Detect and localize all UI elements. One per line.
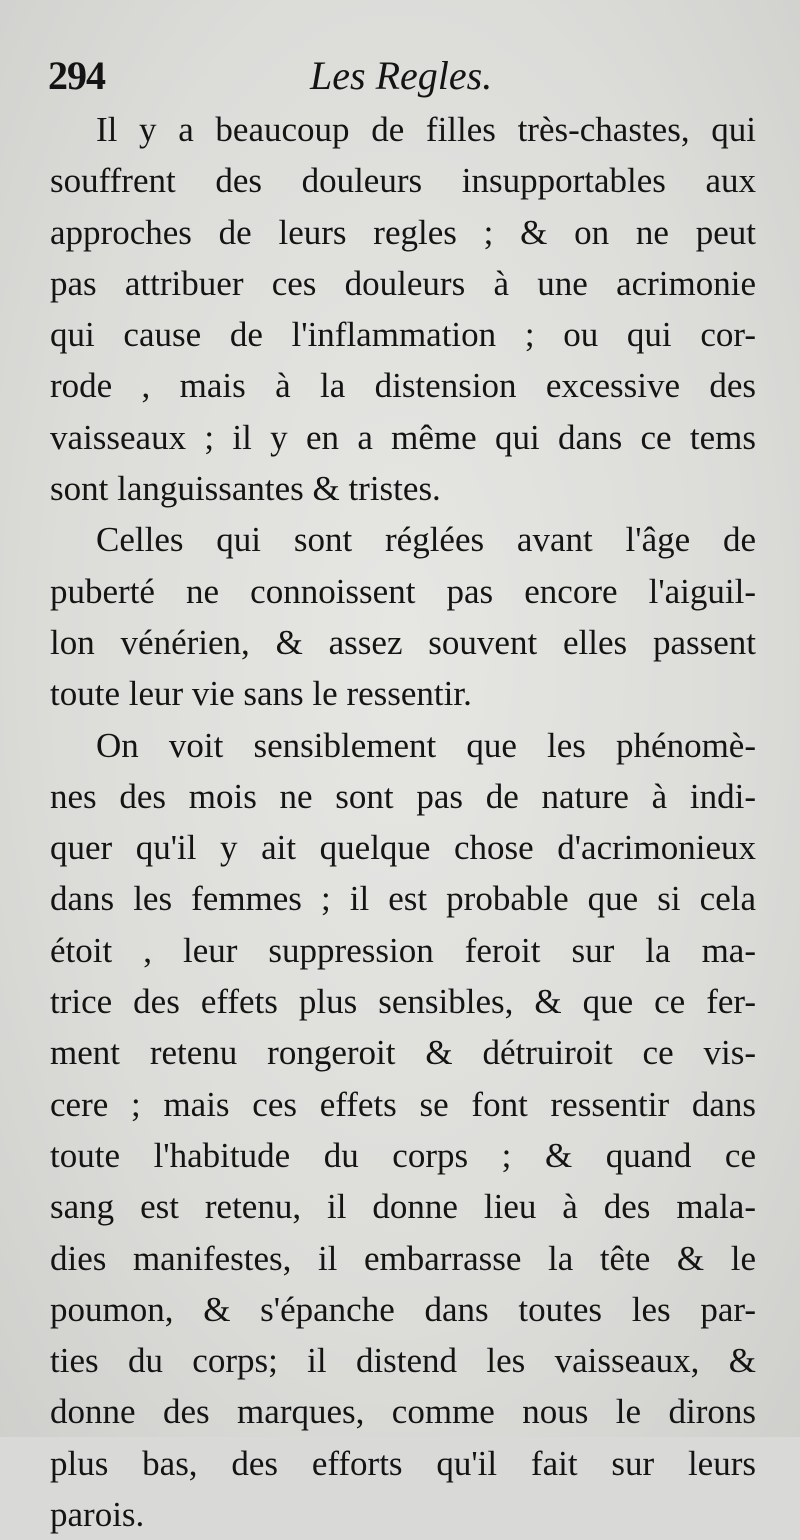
text-line: approches de leurs regles ; & on ne peut xyxy=(50,212,756,252)
text-line: ment retenu rongeroit & détruiroit ce vis- xyxy=(50,1033,756,1073)
text-line: cere ; mais ces effets se font ressentir dans xyxy=(50,1084,756,1124)
text-line: nes des mois ne sont pas de nature à indi- xyxy=(50,776,756,816)
text-line: lon vénérien, & assez souvent elles passent xyxy=(50,622,756,662)
text-line: sang est retenu, il donne lieu à des mala- xyxy=(50,1187,756,1227)
text-line: vaisseaux ; il y en a même qui dans ce tems xyxy=(50,417,756,457)
text-line: souffrent des douleurs insupportables aux xyxy=(50,161,756,201)
text-line: donne des marques, comme nous le dirons xyxy=(50,1392,756,1432)
text-line: toute l'habitude du corps ; & quand ce xyxy=(50,1135,756,1175)
text-line: toute leur vie sans le ressentir. xyxy=(50,674,472,714)
text-line: plus bas, des efforts qu'il fait sur leurs xyxy=(50,1443,756,1483)
text-line: pas attribuer ces douleurs à une acrimonie xyxy=(50,263,756,303)
text-line: Il y a beaucoup de filles très-chastes, qui xyxy=(96,110,756,149)
text-line: poumon, & s'épanche dans toutes les par- xyxy=(50,1289,756,1329)
text-line: étoit , leur suppression feroit sur la ma- xyxy=(50,930,756,970)
text-line: dans les femmes ; il est probable que si cela xyxy=(50,879,756,919)
text-line: puberté ne connoissent pas encore l'aiguil- xyxy=(50,571,756,611)
text-line: trice des effets plus sensibles, & que ce fer- xyxy=(50,982,756,1022)
page-number: 294 xyxy=(48,53,105,98)
page-header xyxy=(48,44,760,100)
running-title: Les Regles. xyxy=(310,53,493,98)
text-line: ties du corps; il distend les vaisseaux, & xyxy=(50,1341,756,1381)
body-text xyxy=(50,104,756,1540)
text-line: dies manifestes, il embarrasse la tête & le xyxy=(50,1238,756,1278)
text-line: qui cause de l'inflammation ; ou qui cor- xyxy=(50,315,756,355)
text-line: quer qu'il y ait quelque chose d'acrimonieux xyxy=(50,828,756,868)
text-line: sont languissantes & tristes. xyxy=(50,469,441,509)
text-line: parois. xyxy=(50,1495,145,1535)
text-line: rode , mais à la distension excessive des xyxy=(50,366,756,406)
text-line: On voit sensiblement que les phénomè- xyxy=(96,725,756,765)
text-line: Celles qui sont réglées avant l'âge de xyxy=(96,520,756,560)
